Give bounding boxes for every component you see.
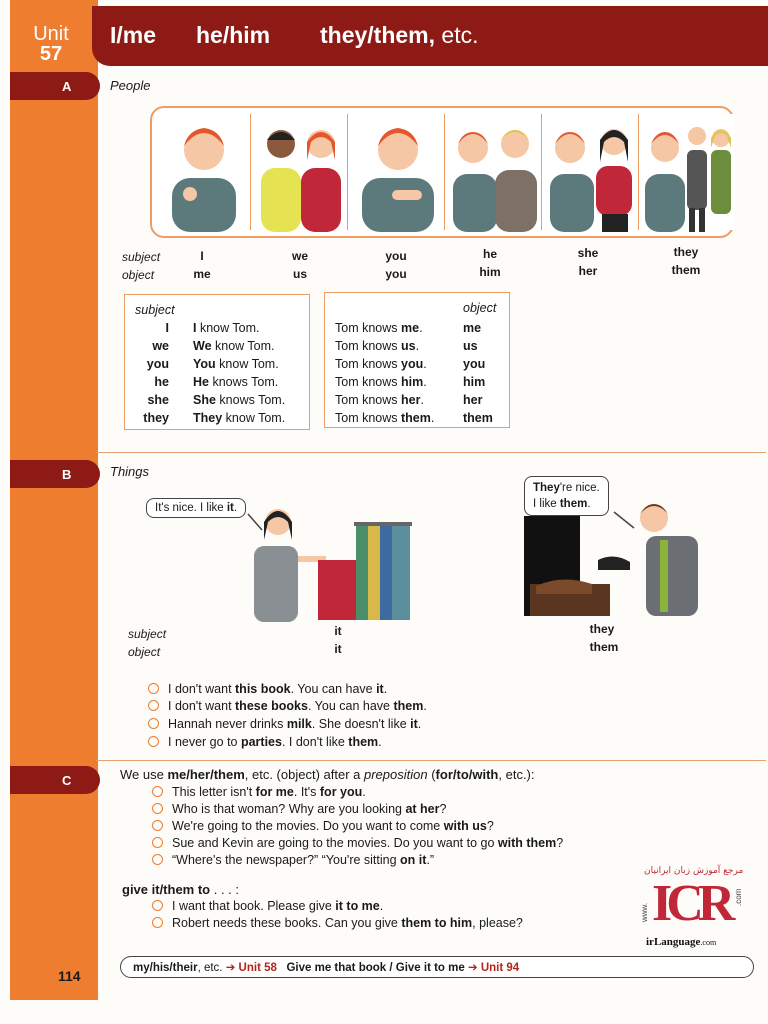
b-example-1-e: . <box>423 699 427 713</box>
link-unit-58[interactable]: Unit 58 <box>238 962 277 974</box>
give-example-0-c: . <box>379 899 384 913</box>
object-table-pronoun-0: me <box>463 321 482 335</box>
subject-table-rest-4: knows Tom. <box>215 393 286 407</box>
left-sidebar <box>10 0 98 1000</box>
subject-table-rest-2: know Tom. <box>215 357 279 371</box>
give-example-1 <box>152 916 523 930</box>
title-they-them <box>320 22 479 49</box>
bubble-right-bold-2: them <box>559 498 588 510</box>
logo-caption-tail: .com <box>700 938 717 947</box>
bubble-right-end: . <box>587 498 591 510</box>
things-object-them: them <box>589 640 619 654</box>
c-example-2 <box>152 819 494 833</box>
bullet-icon <box>148 718 159 729</box>
section-divider-bc <box>96 760 766 761</box>
object-table-start-3: Tom knows <box>335 375 401 389</box>
section-b-label: Things <box>110 464 150 479</box>
subject-table-bold-4: She <box>193 393 216 407</box>
bullet-icon <box>148 683 159 694</box>
b-example-0-e: . <box>383 682 388 696</box>
people-picture-strip <box>150 106 734 238</box>
bullet-icon <box>152 837 163 848</box>
b-example-2-c: . She doesn't like <box>311 717 411 731</box>
object-table-end-5: . <box>430 411 435 425</box>
b-example-0-d: it <box>376 682 384 696</box>
b-example-0 <box>148 682 387 696</box>
person-picture-you <box>352 114 445 230</box>
bubble-right-text-1: 're nice. <box>559 482 600 494</box>
c-intro-f: for/to/with <box>435 767 499 782</box>
c-example-2-a: We're going to the movies. Do you want to come <box>172 819 444 833</box>
object-table-heading: object <box>463 301 497 315</box>
irlanguage-logo <box>640 866 744 952</box>
c-example-1-b: at her <box>405 802 440 816</box>
c-example-2-c: ? <box>486 819 494 833</box>
bullet-icon <box>152 917 163 928</box>
c-intro-b: me/her/them <box>167 767 245 782</box>
b-example-3-e: . <box>378 735 382 749</box>
b-example-1 <box>148 699 427 713</box>
section-tab-b: B <box>10 460 100 488</box>
b-example-3-b: parties <box>240 735 282 749</box>
bullet-icon <box>152 900 163 911</box>
person-picture-they <box>643 114 735 230</box>
subject-table-heading: subject <box>135 303 175 317</box>
woman-shopping-illustration-icon <box>240 500 420 624</box>
c-intro-c: , etc. (object) after a <box>244 767 364 782</box>
logo-com-side-text: .com <box>734 888 743 906</box>
strip-object-her: her <box>578 264 598 278</box>
c-intro-g: , etc.): <box>498 767 535 782</box>
person-picture-she <box>546 114 639 230</box>
c-example-0-b: for me <box>255 785 294 799</box>
give-example-1-c: , please? <box>472 916 523 930</box>
speech-bubble-left <box>146 498 246 518</box>
c-example-0-c: . It's <box>293 785 320 799</box>
subject-table-rest-5: know Tom. <box>222 411 286 425</box>
things-object-label: object <box>128 645 161 659</box>
bullet-icon <box>152 854 163 865</box>
unit-number: 57 <box>39 43 63 65</box>
give-example-1-a: Robert needs these books. Can you give <box>172 916 402 930</box>
bullet-icon <box>152 820 163 831</box>
bullet-icon <box>152 786 163 797</box>
object-table-sentence-2 <box>335 357 427 371</box>
person-picture-i <box>158 114 251 230</box>
bullet-icon <box>148 700 159 711</box>
c-example-1-a: Who is that woman? Why are you looking <box>172 802 406 816</box>
object-table <box>324 292 510 428</box>
object-table-sentence-3 <box>335 375 427 389</box>
object-table-pronoun-4: her <box>463 393 483 407</box>
object-table-bold-0: me <box>401 321 420 335</box>
object-table-end-4: . <box>420 393 424 407</box>
object-table-start-5: Tom knows <box>335 411 401 425</box>
c-example-1-c: ? <box>439 802 447 816</box>
c-example-0 <box>152 785 366 799</box>
section-a-label: People <box>110 78 151 93</box>
b-example-1-d: them <box>393 699 424 713</box>
b-example-3 <box>148 735 382 749</box>
c-example-4 <box>152 853 434 867</box>
footer-bold-a: my/his/their <box>133 962 198 974</box>
b-example-1-a: I don't want <box>168 699 236 713</box>
subject-table-sentence-5 <box>193 411 285 425</box>
bullet-icon <box>148 736 159 747</box>
c-example-4-b: on it <box>400 853 427 867</box>
subject-table-rest-1: know Tom. <box>211 339 275 353</box>
cross-reference-box <box>120 956 754 978</box>
section-divider-ab <box>96 452 766 453</box>
object-table-sentence-1 <box>335 339 419 353</box>
subject-table-sentence-2 <box>193 357 279 371</box>
title-etc: etc. <box>435 22 479 48</box>
object-table-start-4: Tom knows <box>335 393 401 407</box>
c-example-4-c: .” <box>426 853 435 867</box>
arrow-right-icon: ➔ <box>467 962 478 974</box>
b-example-2 <box>148 717 421 731</box>
c-example-4-a: “Where's the newspaper?” “You're sitting <box>172 853 401 867</box>
title-i-me: I/me <box>110 22 157 48</box>
b-example-2-a: Hannah never drinks <box>168 717 287 731</box>
things-subject-label: subject <box>128 627 167 641</box>
arrow-right-icon: ➔ <box>225 962 236 974</box>
logo-www-text: www. <box>640 902 649 922</box>
page-header <box>92 6 768 66</box>
object-table-start-0: Tom knows <box>335 321 401 335</box>
strip-subject-he: he <box>482 247 497 261</box>
give-example-0-a: I want that book. Please give <box>172 899 336 913</box>
b-example-2-e: . <box>417 717 422 731</box>
object-table-sentence-5 <box>335 411 434 425</box>
logo-letters-text: ICR <box>652 875 730 932</box>
object-table-end-1: . <box>415 339 420 353</box>
subject-table-rest-3: knows Tom. <box>208 375 279 389</box>
b-example-3-c: . I don't like <box>281 735 349 749</box>
b-example-3-d: them <box>348 735 379 749</box>
b-example-1-c: . You can have <box>307 699 394 713</box>
object-table-bold-4: her <box>401 393 421 407</box>
c-example-0-d: for you <box>319 785 363 799</box>
c-example-1 <box>152 802 446 816</box>
b-example-0-b: this book <box>235 682 291 696</box>
unit-label: Unit <box>33 23 69 45</box>
person-illustration-icon <box>158 114 250 232</box>
subject-table-pronoun-0: I <box>165 321 169 335</box>
c-example-3-a: Sue and Kevin are going to the movies. Do you want to go <box>172 836 498 850</box>
strip-object-him: him <box>479 265 501 279</box>
subject-table <box>124 294 310 430</box>
c-example-3-b: with them <box>497 836 557 850</box>
logo-letters <box>652 874 729 933</box>
object-table-end-3: . <box>423 375 427 389</box>
strip-subject-i: I <box>200 249 204 263</box>
title-they-them-text: they/them, <box>320 22 436 48</box>
give-heading-tail: . . . : <box>210 882 240 897</box>
strip-subject-you: you <box>385 249 407 263</box>
subject-table-sentence-3 <box>193 375 278 389</box>
b-example-1-b: these books <box>235 699 308 713</box>
section-tab-c: C <box>10 766 100 794</box>
object-table-pronoun-3: him <box>463 375 486 389</box>
object-table-pronoun-5: them <box>463 411 493 425</box>
b-example-0-c: . You can have <box>290 682 377 696</box>
c-example-2-b: with us <box>443 819 487 833</box>
two-people-illustration-icon <box>255 114 347 232</box>
give-heading <box>122 882 239 897</box>
b-example-2-b: milk <box>286 717 312 731</box>
give-example-0 <box>152 899 383 913</box>
strip-object-me: me <box>193 267 211 281</box>
person-picture-we <box>255 114 348 230</box>
bubble-right-bold-1: They <box>533 482 560 494</box>
subject-table-bold-1: We <box>193 339 212 353</box>
subject-table-bold-3: He <box>193 375 209 389</box>
man-and-woman-illustration-icon <box>546 114 638 232</box>
give-example-1-b: them to him <box>401 916 473 930</box>
object-table-end-2: . <box>423 357 427 371</box>
object-table-end-0: . <box>419 321 423 335</box>
things-subject-they: they <box>589 622 615 636</box>
subject-table-pronoun-1: we <box>152 339 169 353</box>
bubble-left-bold: it <box>226 502 234 514</box>
b-example-0-a: I don't want <box>168 682 236 696</box>
strip-object-you: you <box>385 267 407 281</box>
object-table-bold-1: us <box>401 339 416 353</box>
object-table-bold-2: you <box>401 357 424 371</box>
subject-table-bold-2: You <box>193 357 216 371</box>
bubble-left-text: It's nice. I like <box>155 502 227 514</box>
subject-table-rest-0: know Tom. <box>196 321 260 335</box>
strip-object-us: us <box>292 267 307 281</box>
bubble-left-end: . <box>233 502 238 514</box>
man-shoes-illustration-icon <box>522 494 708 620</box>
logo-persian-text: مرجع آموزش زبان ایرانیان <box>644 866 744 876</box>
three-people-illustration-icon <box>643 114 735 232</box>
strip-object-label: object <box>122 268 155 282</box>
pointing-person-illustration-icon <box>352 114 444 232</box>
object-table-bold-3: him <box>401 375 424 389</box>
c-example-0-a: This letter isn't <box>172 785 256 799</box>
things-subject-it: it <box>334 624 342 638</box>
b-example-3-a: I never go to <box>168 735 241 749</box>
link-unit-94[interactable]: Unit 94 <box>480 962 520 974</box>
subject-table-bold-0: I <box>193 321 197 335</box>
two-men-illustration-icon <box>449 114 541 232</box>
c-intro-a: We use <box>120 767 168 782</box>
strip-object-them: them <box>671 263 701 277</box>
footer-bold-d: Give me that book / Give it to me <box>286 962 465 974</box>
c-intro <box>120 767 535 782</box>
c-example-3 <box>152 836 563 850</box>
object-table-start-1: Tom knows <box>335 339 401 353</box>
strip-subject-label: subject <box>122 250 161 264</box>
section-tab-a: A <box>10 72 100 100</box>
page-number: 114 <box>58 968 81 984</box>
give-example-0-b: it to me <box>335 899 380 913</box>
object-table-sentence-4 <box>335 393 424 407</box>
bubble-right-text-2: I like <box>533 498 560 510</box>
give-heading-bold: give it/them to <box>122 882 211 897</box>
object-table-pronoun-1: us <box>463 339 478 353</box>
b-example-2-d: it <box>410 717 418 731</box>
c-intro-e: ( <box>427 767 436 782</box>
object-table-bold-5: them <box>401 411 431 425</box>
c-example-0-e: . <box>362 785 366 799</box>
things-object-it: it <box>334 642 342 656</box>
object-table-pronoun-2: you <box>463 357 486 371</box>
subject-table-bold-5: They <box>193 411 223 425</box>
logo-caption-bold: irLanguage <box>646 936 701 948</box>
c-intro-d: preposition <box>363 767 428 782</box>
subject-table-sentence-0 <box>193 321 259 335</box>
title-he-him: he/him <box>196 22 271 48</box>
subject-table-sentence-1 <box>193 339 275 353</box>
logo-caption <box>646 936 716 948</box>
subject-table-pronoun-4: she <box>147 393 169 407</box>
subject-table-sentence-4 <box>193 393 285 407</box>
subject-table-pronoun-2: you <box>146 357 169 371</box>
subject-table-pronoun-3: he <box>154 375 169 389</box>
unit-badge <box>10 4 92 70</box>
strip-subject-we: we <box>291 249 308 263</box>
person-picture-he <box>449 114 542 230</box>
strip-subject-they: they <box>673 245 699 259</box>
footer-text-b: , etc. <box>197 962 223 974</box>
bullet-icon <box>152 803 163 814</box>
object-table-start-2: Tom knows <box>335 357 401 371</box>
strip-subject-she: she <box>577 246 599 260</box>
subject-table-pronoun-5: they <box>143 411 169 425</box>
object-table-sentence-0 <box>335 321 423 335</box>
c-example-3-c: ? <box>556 836 564 850</box>
